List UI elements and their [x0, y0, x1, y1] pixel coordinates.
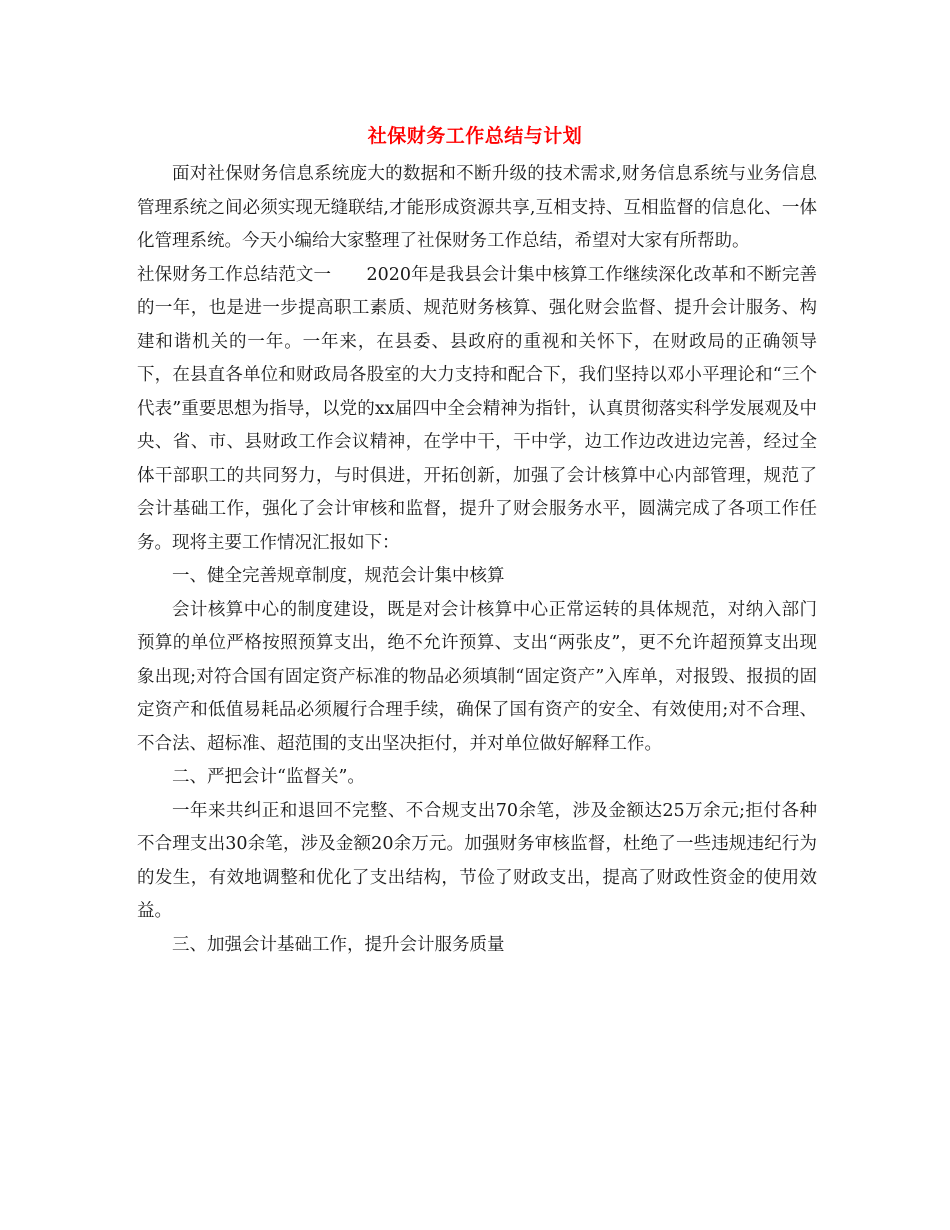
document-title: 社保财务工作总结与计划: [367, 125, 583, 147]
paragraph-section-two: 一年来共纠正和退回不完整、不合规支出70余笔，涉及金额达25万余元;拒付各种不合理支出30余笔，涉及金额20余万元。加强财务审核监督，杜绝了一些违规违纪行为的发生，有效地调整和优化了支出结构，节俭了财政支出，提高了财政性资金的使用效益。: [137, 800, 817, 921]
paragraph-intro: 面对社保财务信息系统庞大的数据和不断升级的技术需求,财务信息系统与业务信息管理系统之间必须实现无缝联结,才能形成资源共享,互相支持、互相监督的信息化、一体化管理系统。今天小编给大家整理了社保财务工作总结，希望对大家有所帮助。: [137, 164, 817, 251]
section-heading-one: 一、健全完善规章制度，规范会计集中核算: [172, 566, 505, 586]
section-heading-three: 三、加强会计基础工作，提升会计服务质量: [172, 934, 505, 955]
paragraph-section-one: 会计核算中心的制度建设，既是对会计核算中心正常运转的具体规范，对纳入部门预算的单位严格按照预算支出，绝不允许预算、支出“两张皮”，更不允许超预算支出现象出现;对符合国有固定资产标准的物品必须填制“固定资产”入库单，对报毁、报损的固定资产和低值易耗品必须履行合理手续，确保了国有资产的安全、有效使用;对不合理、不合法、超标准、超范围的支出坚决拒付，并对单位做好解释工作。: [137, 599, 817, 754]
paragraph-sample-one: 社保财务工作总结范文一 2020年是我县会计集中核算工作继续深化改革和不断完善的一年，也是进一步提高职工素质、规范财务核算、强化财会监督、提升会计服务、构建和谐机关的一年。一年来，在县委、县政府的重视和关怀下，在财政局的正确领导下，在县直各单位和财政局各股室的大力支持和配合下，我们坚持以邓小平理论和“三个代表”重要思想为指导，以党的xx届四中全会精神为指针，认真贯彻落实科学发展观及中央、省、市、县财政工作会议精神，在学中干，干中学，边工作边改进边完善，经过全体干部职工的共同努力，与时俱进，开拓创新，加强了会计核算中心内部管理，规范了会计基础工作，强化了会计审核和监督，提升了财会服务水平，圆满完成了各项工作任务。现将主要工作情况汇报如下：: [137, 264, 817, 553]
section-heading-two: 二、严把会计“监督关”。: [172, 767, 365, 787]
document-body: [137, 158, 817, 962]
